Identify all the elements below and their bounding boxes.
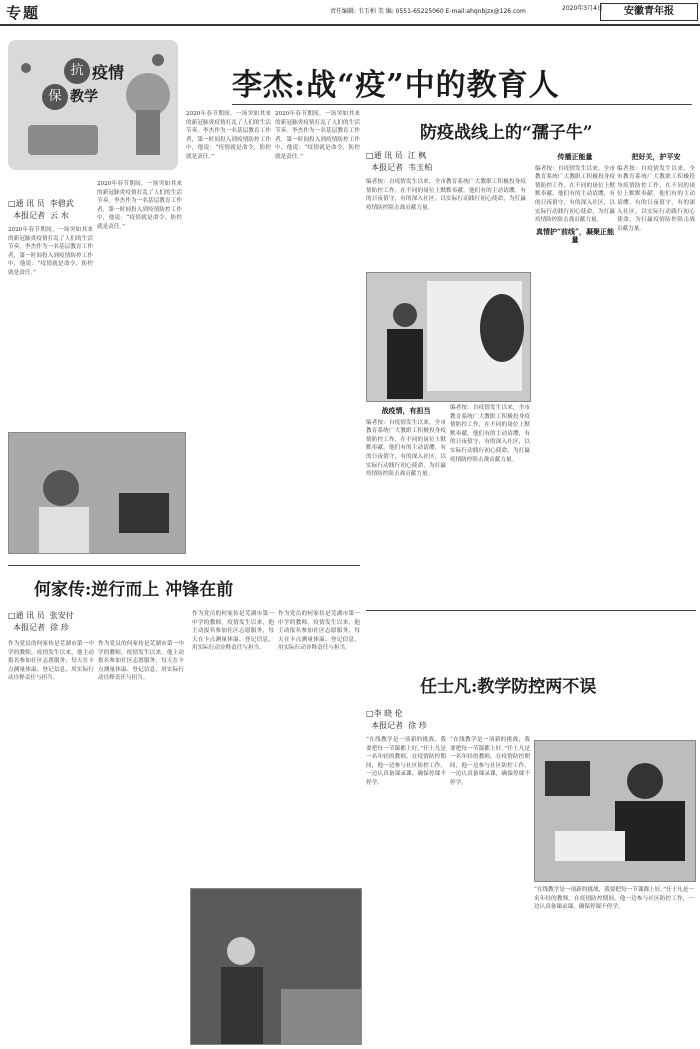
intro-body-text: 2020年春节期间，一场突如其来的新冠肺炎疫情打乱了人们的生活节奏。李杰作为一名基层教育工作者，第一时间投入到疫情防控工作中，他说：“疫情就是命令，防控就是责任。” — [8, 227, 93, 276]
hejiachuan-body-text-2: 作为党员的何家传是芜湖市第一中学的教师，疫情发生以来，他主动报名参加社区志愿服务，每天在卡点测量体温、登记信息，用实际行动诠释责任与担当。 — [98, 641, 184, 682]
divider-left — [8, 565, 360, 566]
niuzi-body-b-text: 编者按：自疫情发生以来，全市教育系统广大教职工积极投身疫情防控工作，在不同的岗位上默默奉献。他们有的主动请缨，有的日夜值守，有的深入社区，以实际行动践行初心使命，为打赢疫情防控阻击战贡献力量。 — [366, 419, 446, 478]
logo-illustration-icon — [8, 40, 178, 170]
hejiachuan-body-text-3: 作为党员的何家传是芜湖市第一中学的教师，疫情发生以来，他主动报名参加社区志愿服务，每天在卡点测量体温、登记信息，用实际行动诠释责任与担当。 — [192, 611, 274, 652]
hejiachuan-body-text-1: 作为党员的何家传是芜湖市第一中学的教师，疫情发生以来，他主动报名参加社区志愿服务，每天在卡点测量体温、登记信息，用实际行动诠释责任与担当。 — [8, 641, 94, 682]
niuzi-body-a — [366, 178, 526, 270]
section-label: 专题 — [6, 4, 41, 22]
hejiachuan-body-text-4: 作为党员的何家传是芜湖市第一中学的教师，疫情发生以来，他主动报名参加社区志愿服务，每天在卡点测量体温、登记信息，用实际行动诠释责任与担当。 — [278, 611, 360, 652]
renshifan-body-text-3: “在线教学是一项新的挑战，我要把每一节课都上好。”任士凡是一名年轻的教师，在疫情防控期间，他一边参与社区防控工作，一边认真备课录课，确保停课不停学。 — [534, 887, 694, 911]
hejiachuan-body-col4 — [278, 610, 360, 885]
logo-text-teaching: 教学 — [70, 89, 98, 105]
article-byline-hejiachuan: □通 讯 员 张安付 本报记者 徐 珍 — [8, 611, 74, 632]
paper-masthead: 安徽青年报 — [600, 3, 698, 21]
issue-date: 2020年3月4日 — [562, 5, 603, 12]
niuzi-body-b — [366, 404, 446, 604]
renshifan-body-col3 — [534, 886, 694, 1042]
renshifan-body-col1 — [366, 736, 446, 1042]
hejiachuan-body-col1 — [8, 640, 94, 1040]
niuzi-body-e-text: 编者按：自疫情发生以来，全市教育系统广大教职工积极投身疫情防控工作，在不同的岗位上默默奉献。他们有的主动请缨，有的日夜值守，有的深入社区，以实际行动践行初心使命，为打赢疫情防控阻击战贡献力量。 — [617, 165, 695, 232]
article-byline-renshifan: □李 晓 伦 本报记者 徐 珍 — [366, 709, 427, 730]
community-checkpoint-photo — [190, 888, 362, 1045]
intro-body-text-4: 2020年春节期间，一场突如其来的新冠肺炎疫情打乱了人们的生活节奏。李杰作为一名基层教育工作者，第一时间投入到疫情防控工作中，他说：“疫情就是命令，防控就是责任。” — [275, 111, 360, 160]
checkpoint-photo-icon — [191, 889, 361, 1044]
theme-logo-graphic — [8, 40, 178, 170]
niuzi-body-a-text: 编者按：自疫情发生以来，全市教育系统广大教职工积极投身疫情防控工作，在不同的岗位上默默奉献。他们有的主动请缨，有的日夜值守，有的深入社区，以实际行动践行初心使命，为打赢疫情防控阻击战贡献力量。 — [366, 179, 526, 211]
niuzi-body-c-text: 编者按：自疫情发生以来，全市教育系统广大教职工积极投身疫情防控工作，在不同的岗位上默默奉献。他们有的主动请缨，有的日夜值守，有的深入社区，以实际行动践行初心使命，为打赢疫情防控阻击战贡献力量。 — [450, 405, 530, 463]
editor-info: 责任编辑: 韦玉柏 美 编: 0551-65225060 E-mail:ahqnbjzx@126.com — [330, 8, 526, 15]
intro-body-col3 — [186, 110, 271, 530]
intro-byline: □通 讯 员 李碧武 本报记者 云 水 — [8, 199, 74, 220]
niuzi-subhead-1: 战疫情，有担当 — [381, 406, 431, 415]
poster-photo-icon — [367, 273, 530, 401]
niuzi-subhead-3: 把好关，护平安 — [631, 152, 681, 161]
lesson-photo-icon — [535, 741, 695, 881]
hejiachuan-body-col2 — [98, 640, 184, 1040]
teacher-lesson-photo — [534, 740, 696, 882]
divider-right — [366, 610, 696, 611]
article-title-hejiachuan: 何家传:逆行而上 冲锋在前 — [34, 580, 234, 600]
article-title-renshifan: 任士凡:教学防控两不误 — [420, 677, 597, 697]
intro-body-col4 — [275, 110, 360, 550]
title-rule — [232, 104, 692, 105]
page-main-title: 李杰:战“疫”中的教育人 — [232, 68, 560, 103]
teacher-online-photo — [8, 432, 186, 554]
page-header — [0, 0, 700, 26]
intro-body-col1 — [8, 226, 93, 428]
intro-body-text-3: 2020年春节期间，一场突如其来的新冠肺炎疫情打乱了人们的生活节奏。李杰作为一名基层教育工作者，第一时间投入到疫情防控工作中，他说：“疫情就是命令，防控就是责任。” — [186, 111, 271, 160]
renshifan-body-text-1: “在线教学是一项新的挑战，我要把每一节课都上好。”任士凡是一名年轻的教师，在疫情防控期间，他一边参与社区防控工作，一边认真备课录课，确保停课不停学。 — [366, 737, 446, 786]
niuzi-body-d-text: 编者按：自疫情发生以来，全市教育系统广大教职工积极投身疫情防控工作，在不同的岗位上默默奉献。他们有的主动请缨，有的日夜值守，有的深入社区，以实际行动践行初心使命，为打赢疫情防控阻击战贡献力量。 — [535, 165, 615, 224]
logo-badge-fight: 抗 — [64, 58, 90, 84]
intro-body-col2 — [97, 180, 182, 428]
niuzi-subhead-2: 传播正能量 — [557, 152, 593, 161]
article-byline-niuzi: □通 讯 员 江 枫 本报记者 韦玉柏 — [366, 151, 433, 172]
niuzi-body-c — [450, 404, 530, 604]
renshifan-body-col2 — [450, 736, 530, 1042]
intro-body-text-2: 2020年春节期间，一场突如其来的新冠肺炎疫情打乱了人们的生活节奏。李杰作为一名基层教育工作者，第一时间投入到疫情防控工作中，他说：“疫情就是命令，防控就是责任。” — [97, 181, 182, 230]
renshifan-body-text-2: “在线教学是一项新的挑战，我要把每一节课都上好。”任士凡是一名年轻的教师，在疫情防控期间，他一边参与社区防控工作，一边认真备课录课，确保停课不停学。 — [450, 737, 530, 786]
niuzi-body-e — [617, 150, 695, 604]
logo-text-epidemic: 疫情 — [92, 63, 125, 82]
poster-photo — [366, 272, 531, 402]
niuzi-subhead-4: 真情护“前线”，凝聚正能量 — [535, 226, 615, 245]
logo-badge-protect: 保 — [42, 84, 68, 110]
teacher-photo-icon — [9, 433, 185, 553]
niuzi-body-d — [535, 150, 615, 604]
hejiachuan-body-col3 — [192, 610, 274, 885]
article-title-niuzi: 防疫战线上的“孺子牛” — [420, 123, 593, 143]
